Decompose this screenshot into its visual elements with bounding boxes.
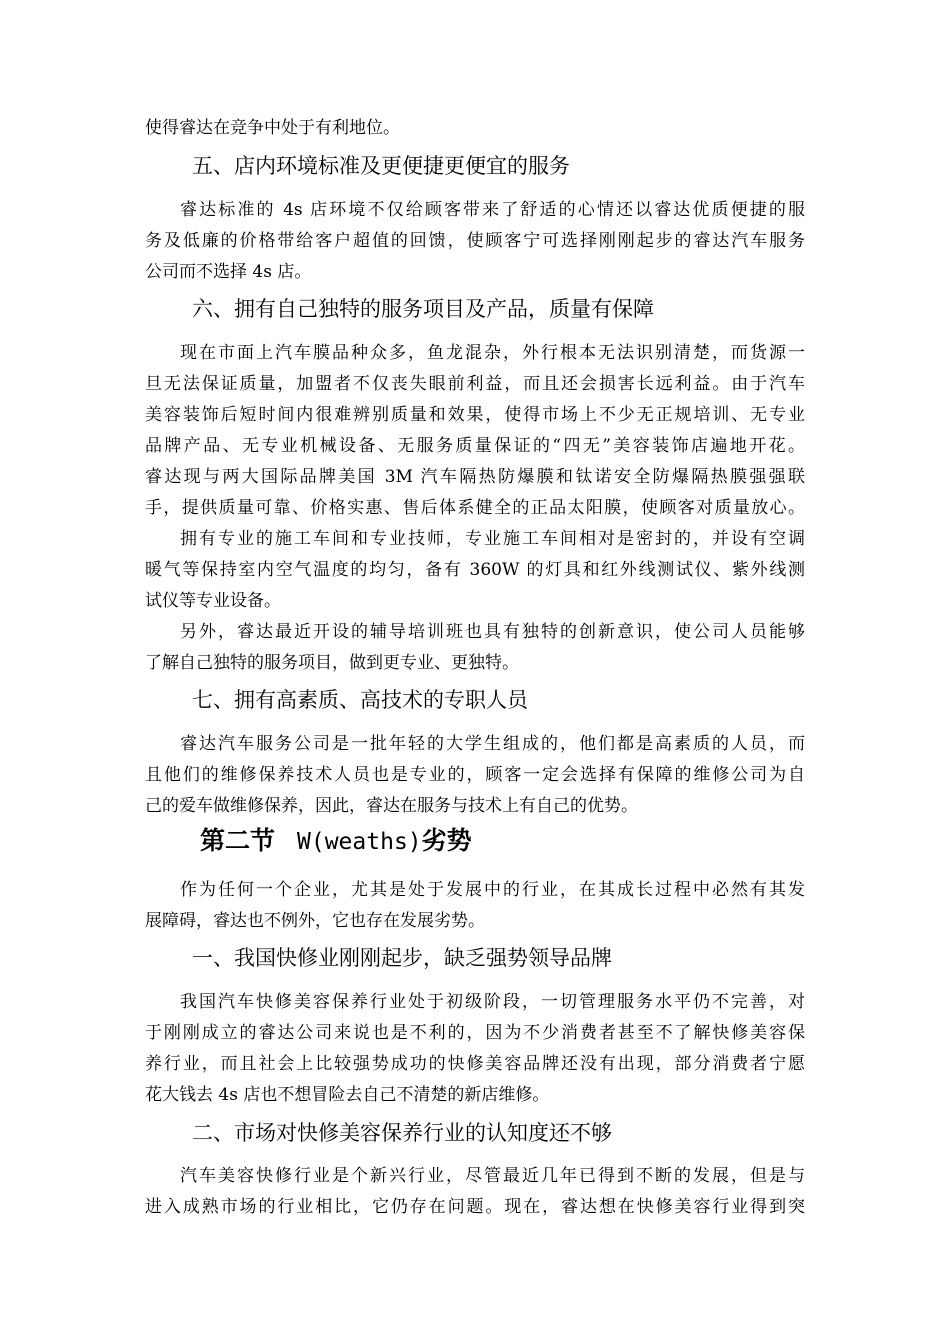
section-title-text: 劣势 — [421, 826, 472, 855]
paragraph-line: 手，提供质量可靠、价格实惠、售后体系健全的正品太阳膜，使顾客对质量放心。 — [145, 498, 805, 518]
paragraph-line: 旦无法保证质量，加盟者不仅丧失眼前利益，而且还会损害长远利益。由于汽车 — [145, 374, 805, 394]
paragraph-line: 公司而不选择 4s 店。 — [145, 262, 312, 282]
paragraph-line: 汽车美容快修行业是个新兴行业，尽管最近几年已得到不断的发展，但是与 — [180, 1166, 805, 1186]
section-title-code: W(weaths) — [297, 829, 422, 855]
paragraph-line: 试仪等专业设备。 — [145, 591, 281, 611]
paragraph-line: 拥有专业的施工车间和专业技师，专业施工车间相对是密封的，并设有空调 — [180, 529, 805, 549]
paragraph-line: 于刚刚成立的睿达公司来说也是不利的，因为不少消费者甚至不了解快修美容保 — [145, 1023, 805, 1043]
section-heading-7: 七、拥有高素质、高技术的专职人员 — [192, 688, 528, 712]
paragraph-line: 品牌产品、无专业机械设备、无服务质量保证的“四无”美容装饰店遍地开花。 — [145, 436, 805, 456]
paragraph-line: 且他们的维修保养技术人员也是专业的，顾客一定会选择有保障的维修公司为自 — [145, 765, 805, 785]
paragraph-line: 我国汽车快修美容保养行业处于初级阶段，一切管理服务水平仍不完善，对 — [180, 992, 805, 1012]
paragraph-line: 暖气等保持室内空气温度的均匀，备有 360W 的灯具和红外线测试仪、紫外线测 — [145, 560, 805, 580]
section-heading-5: 五、店内环境标准及更便捷更便宜的服务 — [192, 154, 570, 178]
paragraph-line: 己的爱车做维修保养，因此，睿达在服务与技术上有自己的优势。 — [145, 796, 638, 816]
paragraph-line: 展障碍，睿达也不例外，它也存在发展劣势。 — [145, 911, 485, 931]
paragraph-line: 现在市面上汽车膜品种众多，鱼龙混杂，外行根本无法识别清楚，而货源一 — [180, 343, 805, 363]
paragraph-line: 了解自己独特的服务项目，做到更专业、更独特。 — [145, 653, 519, 673]
section-number: 第二节 — [200, 826, 276, 855]
paragraph-line: 另外，睿达最近开设的辅导培训班也具有独特的创新意识，使公司人员能够 — [180, 622, 805, 642]
section-heading-6: 六、拥有自己独特的服务项目及产品，质量有保障 — [192, 297, 654, 321]
paragraph-line: 进入成熟市场的行业相比，它仍存在问题。现在，睿达想在快修美容行业得到突 — [145, 1197, 805, 1217]
subsection-heading-2: 二、市场对快修美容保养行业的认知度还不够 — [192, 1121, 612, 1145]
paragraph-line: 睿达标准的 4s 店环境不仅给顾客带来了舒适的心情还以睿达优质便捷的服 — [180, 200, 805, 220]
paragraph-line: 美容装饰后短时间内很难辨别质量和效果，使得市场上不少无正规培训、无专业 — [145, 405, 805, 425]
paragraph-line: 作为任何一个企业，尤其是处于发展中的行业，在其成长过程中必然有其发 — [180, 880, 805, 900]
chapter-section-title — [200, 826, 472, 857]
paragraph-line: 睿达现与两大国际品牌美国 3M 汽车隔热防爆膜和钛诺安全防爆隔热膜强强联 — [145, 467, 805, 487]
paragraph-line: 使得睿达在竞争中处于有利地位。 — [145, 118, 400, 138]
paragraph-line: 务及低廉的价格带给客户超值的回馈，使顾客宁可选择刚刚起步的睿达汽车服务 — [145, 231, 805, 251]
paragraph-line: 养行业，而且社会上比较强势成功的快修美容品牌还没有出现，部分消费者宁愿 — [145, 1054, 805, 1074]
subsection-heading-1: 一、我国快修业刚刚起步，缺乏强势领导品牌 — [192, 946, 612, 970]
paragraph-line: 花大钱去 4s 店也不想冒险去自己不清楚的新店维修。 — [145, 1085, 550, 1105]
paragraph-line: 睿达汽车服务公司是一批年轻的大学生组成的，他们都是高素质的人员，而 — [180, 734, 805, 754]
